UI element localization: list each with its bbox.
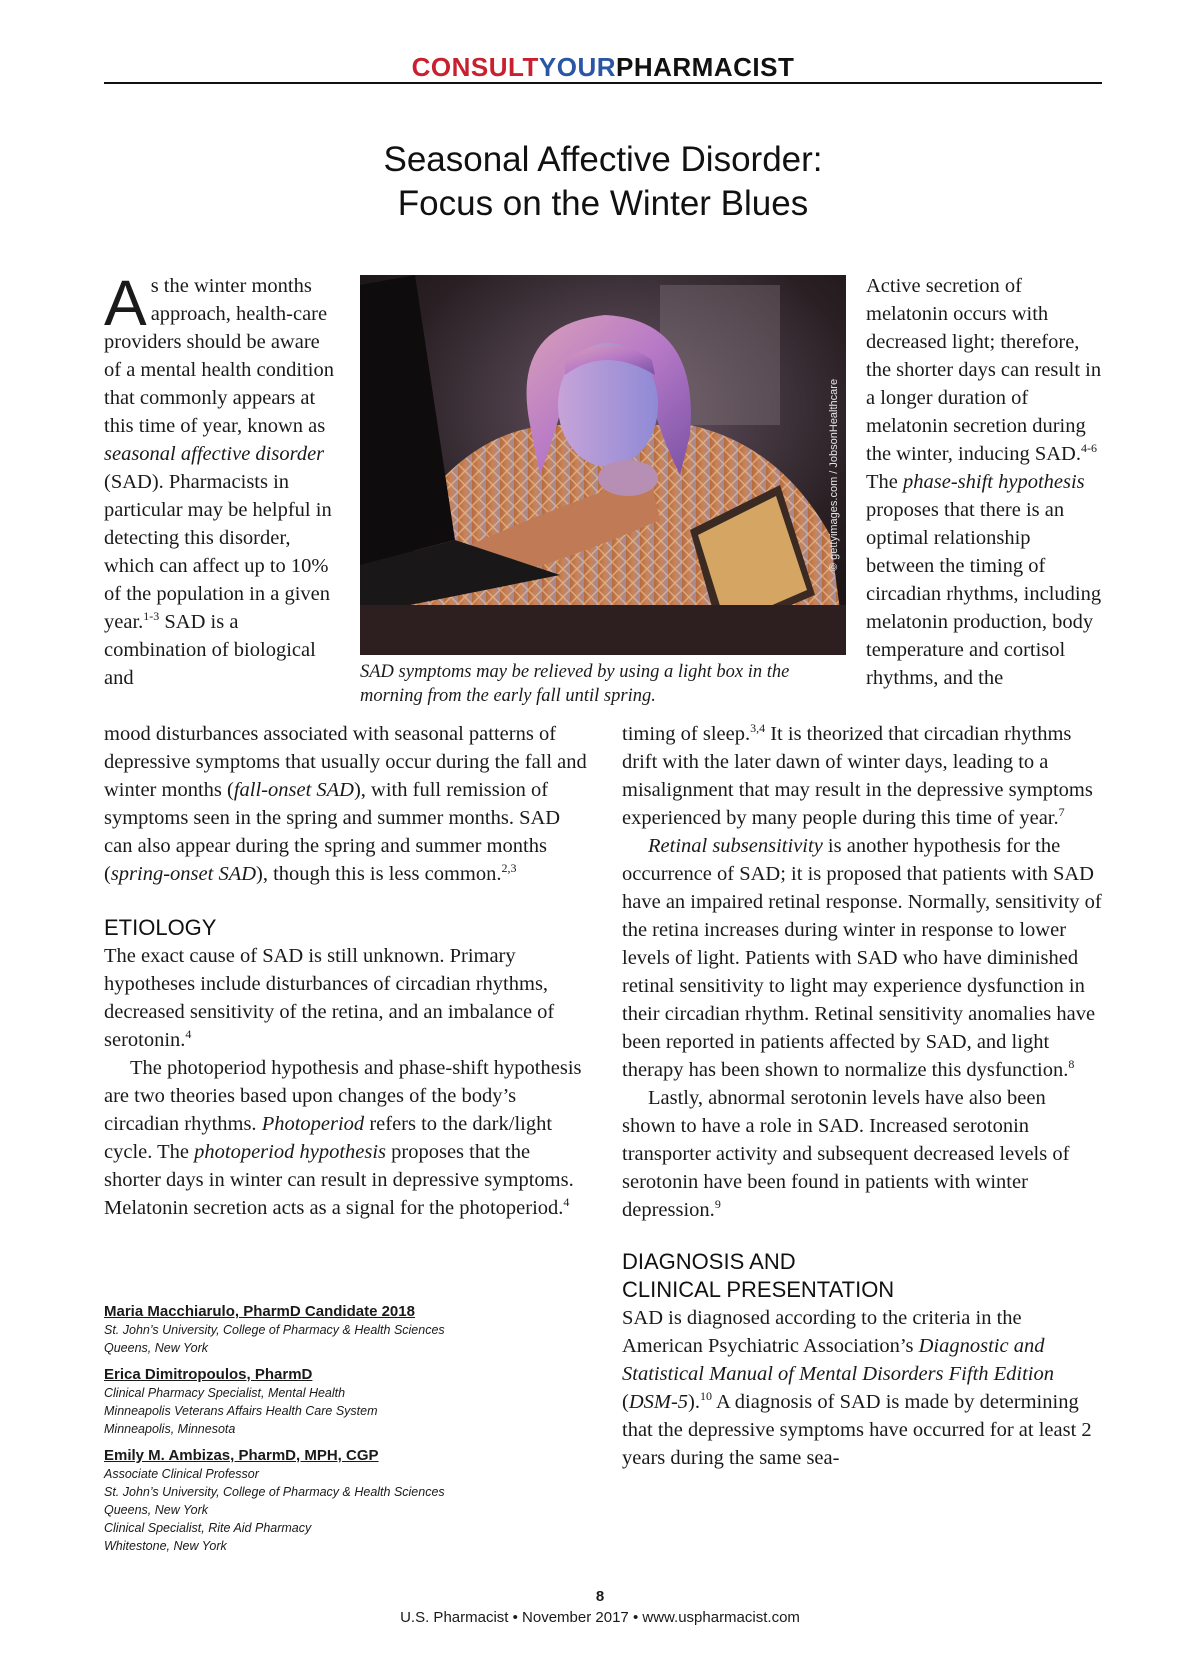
- text: SAD is diagnosed according to the criteria in the American Psychiatric Association’s: [622, 1307, 1022, 1357]
- article-photo: [360, 275, 846, 655]
- author-affiliation: Associate Clinical Professor: [104, 1467, 259, 1481]
- paragraph: [622, 720, 1102, 832]
- citation: 9: [714, 1197, 721, 1212]
- header-word-pharmacist: PHARMACIST: [616, 52, 795, 82]
- article-title-line-2: Focus on the Winter Blues: [397, 184, 809, 223]
- paragraph: [104, 942, 592, 1054]
- text: ), though this is less common.: [256, 863, 502, 885]
- term: Photoperiod: [261, 1113, 365, 1135]
- author-name: Erica Dimitropoulos, PharmD: [104, 1366, 313, 1383]
- citation: 1-3: [143, 609, 160, 624]
- author-entry: [104, 1302, 604, 1357]
- author-name: Maria Macchiarulo, PharmD Candidate 2018: [104, 1303, 415, 1320]
- intro-text-2: (SAD). Pharmacists in particular may be helpful in detecting this disorder, which can affect up to 10% of the population in a given year.: [104, 471, 332, 633]
- author-affiliation: St. John’s University, College of Pharmacy & Health Sciences: [104, 1485, 445, 1499]
- term: photoperiod hypothesis: [194, 1141, 387, 1163]
- citation: 4: [185, 1027, 192, 1042]
- intro-paragraph: [104, 267, 340, 692]
- author-affiliation: St. John’s University, College of Pharmacy & Health Sciences: [104, 1323, 445, 1337]
- intro-term-sad: seasonal affective disorder: [104, 443, 325, 465]
- text: refers to the dark/light cycle. The: [104, 1113, 553, 1163]
- photo-caption: SAD symptoms may be relieved by using a light box in the morning from the early fall until spring.: [360, 662, 790, 706]
- citation: 7: [1058, 805, 1065, 820]
- paragraph: [622, 1084, 1102, 1224]
- author-affiliation: Clinical Pharmacy Specialist, Mental Health: [104, 1386, 346, 1400]
- intro-right-column: [866, 272, 1102, 692]
- citation: 8: [1068, 1057, 1075, 1072]
- paragraph: [104, 1054, 592, 1222]
- diagnosis-heading: [622, 1248, 1102, 1304]
- text: The photoperiod hypothesis and phase-shift hypothesis are two theories based upon changes of the body’s circadian rhythms.: [104, 1057, 582, 1135]
- page-footer: U.S. Pharmacist • November 2017 • www.uspharmacist.com: [400, 1609, 800, 1626]
- intro-right-paragraph: [866, 272, 1102, 692]
- citation: 3,4: [750, 721, 766, 736]
- left-column: [104, 720, 592, 1222]
- text: It is theorized that circadian rhythms drift with the later dawn of winter days, leading to a misalignment that may result in the depressive symptoms experienced by many people during this time of year.: [622, 723, 1093, 829]
- term: spring-onset SAD: [110, 863, 257, 885]
- citation: 2,3: [501, 861, 517, 876]
- term: fall-onset SAD: [233, 779, 354, 801]
- term-phase-shift: phase-shift hypothesis: [903, 471, 1085, 493]
- section-header: [104, 52, 1102, 84]
- author-affiliation: Whitestone, New York: [104, 1539, 227, 1553]
- text: Lastly, abnormal serotonin levels have also been shown to have a role in SAD. Increased serotonin transporter activity and subsequent decreased levels of serotonin have been found in patients with winter depression.: [622, 1087, 1070, 1221]
- article-title-line-1: Seasonal Affective Disorder:: [383, 140, 823, 179]
- section-header-title: [104, 52, 1102, 82]
- text: timing of sleep.: [622, 723, 751, 745]
- page-number: 8: [595, 1588, 605, 1605]
- intro-left-column: [104, 267, 340, 692]
- text: A diagnosis of SAD is made by determining that the depressive symptoms have occurred for at least 2 years during the same sea-: [622, 1391, 1092, 1469]
- author-list: [104, 1302, 604, 1563]
- diagnosis-heading-line-2: CLINICAL PRESENTATION: [622, 1277, 895, 1302]
- photo-credit: [826, 300, 842, 650]
- citation: 4: [563, 1195, 570, 1210]
- text: ), with full remission of symptoms seen in the spring and summer months. SAD can also appear during the spring and summer months (: [104, 779, 561, 885]
- text: is another hypothesis for the occurrence of SAD; it is proposed that patients with SAD have an impaired retinal response. Normally, sensitivity of the retina increases during winter in response to lower levels of light. Patients with SAD who have diminished retinal sensitivity to light may experience dysfunction in their circadian rhythm. Retinal sensitivity anomalies have been reported in patients affected by SAD, and light therapy has been shown to normalize this dysfunction.: [622, 835, 1102, 1081]
- paragraph: [104, 720, 592, 888]
- text: proposes that the shorter days in winter can result in depressive symptoms. Melatonin secretion acts as a signal for the photoperiod.: [104, 1141, 574, 1219]
- text: ).: [688, 1391, 700, 1413]
- right-column: [622, 720, 1102, 1472]
- intro-right-text-3: proposes that there is an optimal relationship between the timing of circadian rhythms, including melatonin production, body temperature and cortisol rhythms, and the: [866, 499, 1102, 689]
- text: The exact cause of SAD is still unknown. Primary hypotheses include disturbances of circadian rhythms, decreased sensitivity of the retina, and an imbalance of serotonin.: [104, 945, 555, 1051]
- term: Diagnostic and Statistical Manual of Mental Disorders Fifth Edition: [622, 1335, 1055, 1385]
- term: DSM-5: [628, 1391, 689, 1413]
- text: mood disturbances associated with seasonal patterns of depressive symptoms that usually occur during the fall and winter months (: [104, 723, 587, 801]
- term: Retinal subsensitivity: [648, 835, 823, 857]
- intro-text-1: s the winter months approach, health-care providers should be aware of a mental health condition that commonly appears at this time of year, known as: [104, 275, 334, 437]
- author-affiliation: Queens, New York: [104, 1503, 208, 1517]
- citation: 4-6: [1080, 441, 1097, 456]
- paragraph: [622, 1304, 1102, 1472]
- author-entry: [104, 1365, 604, 1438]
- author-affiliation: Queens, New York: [104, 1341, 208, 1355]
- text: (: [622, 1391, 629, 1413]
- intro-right-text-1: Active secretion of melatonin occurs with decreased light; therefore, the shorter days can result in a longer duration of melatonin secretion during the winter, inducing SAD.: [866, 275, 1102, 465]
- etiology-heading: ETIOLOGY: [104, 915, 217, 940]
- paragraph: [622, 832, 1102, 1084]
- author-affiliation: Minneapolis Veterans Affairs Health Care System: [104, 1404, 378, 1418]
- header-word-your: YOUR: [538, 52, 616, 82]
- author-name: Emily M. Ambizas, PharmD, MPH, CGP: [104, 1447, 379, 1464]
- author-entry: [104, 1446, 604, 1555]
- article-title: [104, 138, 1102, 226]
- author-affiliation: Clinical Specialist, Rite Aid Pharmacy: [104, 1521, 312, 1535]
- author-affiliation: Minneapolis, Minnesota: [104, 1422, 236, 1436]
- photo-credit-text: © gettyimages.com / JobsonHealthcare: [828, 378, 840, 572]
- intro-right-text-2: The: [866, 471, 903, 493]
- header-word-consult: CONSULT: [411, 52, 539, 82]
- drop-cap: A: [104, 267, 147, 339]
- citation: 10: [700, 1389, 712, 1404]
- intro-text-3: SAD is a combination of biological and: [104, 611, 316, 689]
- woman-at-laptop-photo: [360, 275, 846, 655]
- diagnosis-heading-line-1: DIAGNOSIS AND: [622, 1249, 796, 1274]
